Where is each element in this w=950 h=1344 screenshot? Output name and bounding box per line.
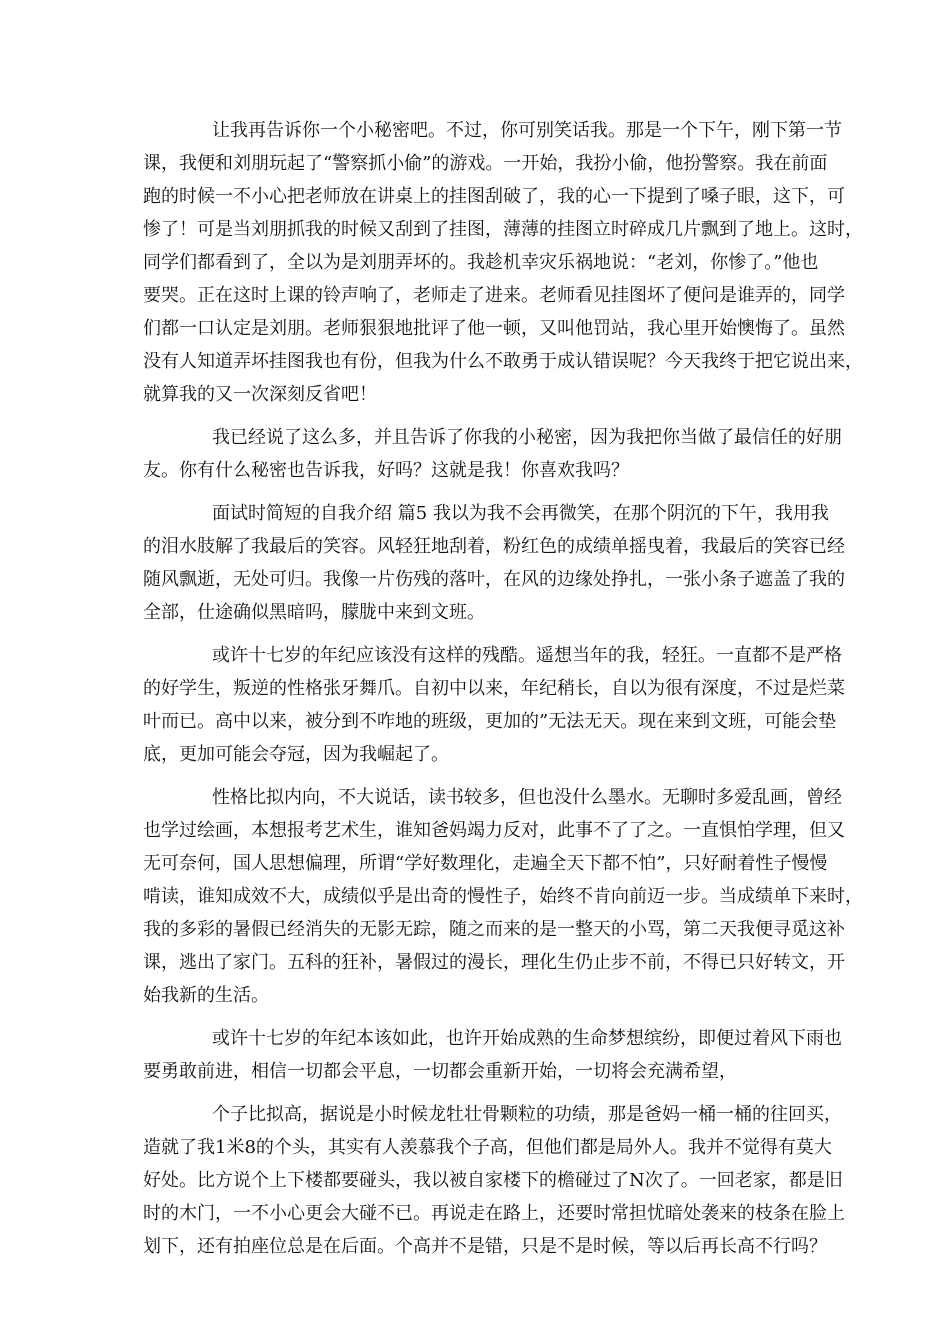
- paragraph: [143, 639, 845, 771]
- text-line: 性格比拟内向，不大说话，读书较多，但也没什么墨水。无聊时多爱乱画，曾经: [212, 787, 842, 808]
- text-line: 或许十七岁的年纪本该如此，也许开始成熟的生命梦想缤纷，即便过着风下雨也: [212, 1028, 842, 1049]
- text-line: 划下，还有拍座位总是在后面。个高并不是错，只是不是时候，等以后再长高不行吗？: [143, 1236, 827, 1257]
- text-line: 全部，仕途确似黑暗吗，朦胧中来到文班。: [143, 602, 485, 623]
- text-line: 们都一口认定是刘朋。老师狠狠地批评了他一顿，又叫他罚站，我心里开始懊悔了。虽然: [143, 318, 845, 339]
- paragraph: [143, 1022, 842, 1088]
- text-line: 课，我便和刘朋玩起了“警察抓小偷”的游戏。一开始，我扮小偷，他扮警察。我在前面: [143, 153, 828, 174]
- text-line: 也学过绘画，本想报考艺术生，谁知爸妈竭力反对，此事不了了之。一直惧怕学理，但又: [143, 820, 845, 841]
- text-line: 惨了！可是当刘朋抓我的时候又刮到了挂图，薄薄的挂图立时碎成几片飘到了地上。这时，: [143, 219, 863, 240]
- text-line: 没有人知道弄坏挂图我也有份，但我为什么不敢勇于成认错误呢？今天我终于把它说出来，: [143, 351, 863, 372]
- text-line: 让我再告诉你一个小秘密吧。不过，你可别笑话我。那是一个下午，刚下第一节: [212, 120, 842, 141]
- paragraph: [143, 781, 863, 1012]
- document-page: [143, 114, 863, 1273]
- paragraph: [143, 114, 863, 411]
- text-line: 啃读，谁知成效不大，成绩似乎是出奇的慢性子，始终不肯向前迈一步。当成绩单下来时，: [143, 886, 863, 907]
- text-line: 或许十七岁的年纪应该没有这样的残酷。遥想当年的我，轻狂。一直都不是严格: [212, 645, 842, 666]
- text-line: 无可奈何，国人思想偏理，所谓“学好数理化，走遍全天下都不怕”，只好耐着性子慢慢: [143, 853, 828, 874]
- text-line: 要勇敢前进，相信一切都会平息，一切都会重新开始，一切将会充满希望，: [143, 1061, 737, 1082]
- text-line: 面试时简短的自我介绍 篇5 我以为我不会再微笑，在那个阴沉的下午，我用我: [212, 503, 829, 524]
- text-line: 叶而已。高中以来，被分到不咋地的班级，更加的”无法无天。现在来到文班，可能会垫: [143, 711, 837, 732]
- text-line: 个子比拟高，据说是小时候龙牡壮骨颗粒的功绩，那是爸妈一桶一桶的往回买，: [212, 1104, 842, 1125]
- text-line: 时的木门，一不小心更会大碰不已。再说走在路上，还要时常担忧暗处袭来的枝条在脸上: [143, 1203, 845, 1224]
- text-line: 友。你有什么秘密也告诉我，好吗？这就是我！你喜欢我吗？: [143, 460, 629, 481]
- text-line: 底，更加可能会夺冠，因为我崛起了。: [143, 744, 449, 765]
- text-line: 我的多彩的暑假已经消失的无影无踪，随之而来的是一整天的小骂，第二天我便寻觅这补: [143, 919, 845, 940]
- paragraph: [143, 1098, 845, 1263]
- text-line: 跑的时候一不小心把老师放在讲桌上的挂图刮破了，我的心一下提到了嗓子眼，这下，可: [143, 186, 845, 207]
- text-line: 的泪水肢解了我最后的笑容。风轻狂地刮着，粉红色的成绩单摇曳着，我最后的笑容已经: [143, 536, 845, 557]
- paragraph: [143, 421, 842, 487]
- text-line: 要哭。正在这时上课的铃声响了，老师走了进来。老师看见挂图坏了便问是谁弄的，同学: [143, 285, 845, 306]
- text-line: 我已经说了这么多，并且告诉了你我的小秘密，因为我把你当做了最信任的好朋: [212, 427, 842, 448]
- paragraph: [143, 497, 845, 629]
- text-line: 同学们都看到了，全以为是刘朋弄坏的。我趁机幸灾乐祸地说：“老刘，你惨了。”他也: [143, 252, 819, 273]
- text-line: 就算我的又一次深刻反省吧！: [143, 384, 377, 405]
- text-line: 始我新的生活。: [143, 985, 269, 1006]
- text-line: 好处。比方说个上下楼都要碰头，我以被自家楼下的檐碰过了N次了。一回老家，都是旧: [143, 1170, 843, 1191]
- text-line: 课，逃出了家门。五科的狂补，暑假过的漫长，理化生仍止步不前，不得已只好转文，开: [143, 952, 845, 973]
- text-line: 随风飘逝，无处可归。我像一片伤残的落叶，在风的边缘处挣扎，一张小条子遮盖了我的: [143, 569, 845, 590]
- text-line: 造就了我1米8的个头，其实有人羡慕我个子高，但他们都是局外人。我并不觉得有莫大: [143, 1137, 832, 1158]
- text-line: 的好学生，叛逆的性格张牙舞爪。自初中以来，年纪稍长，自以为很有深度，不过是烂菜: [143, 678, 845, 699]
